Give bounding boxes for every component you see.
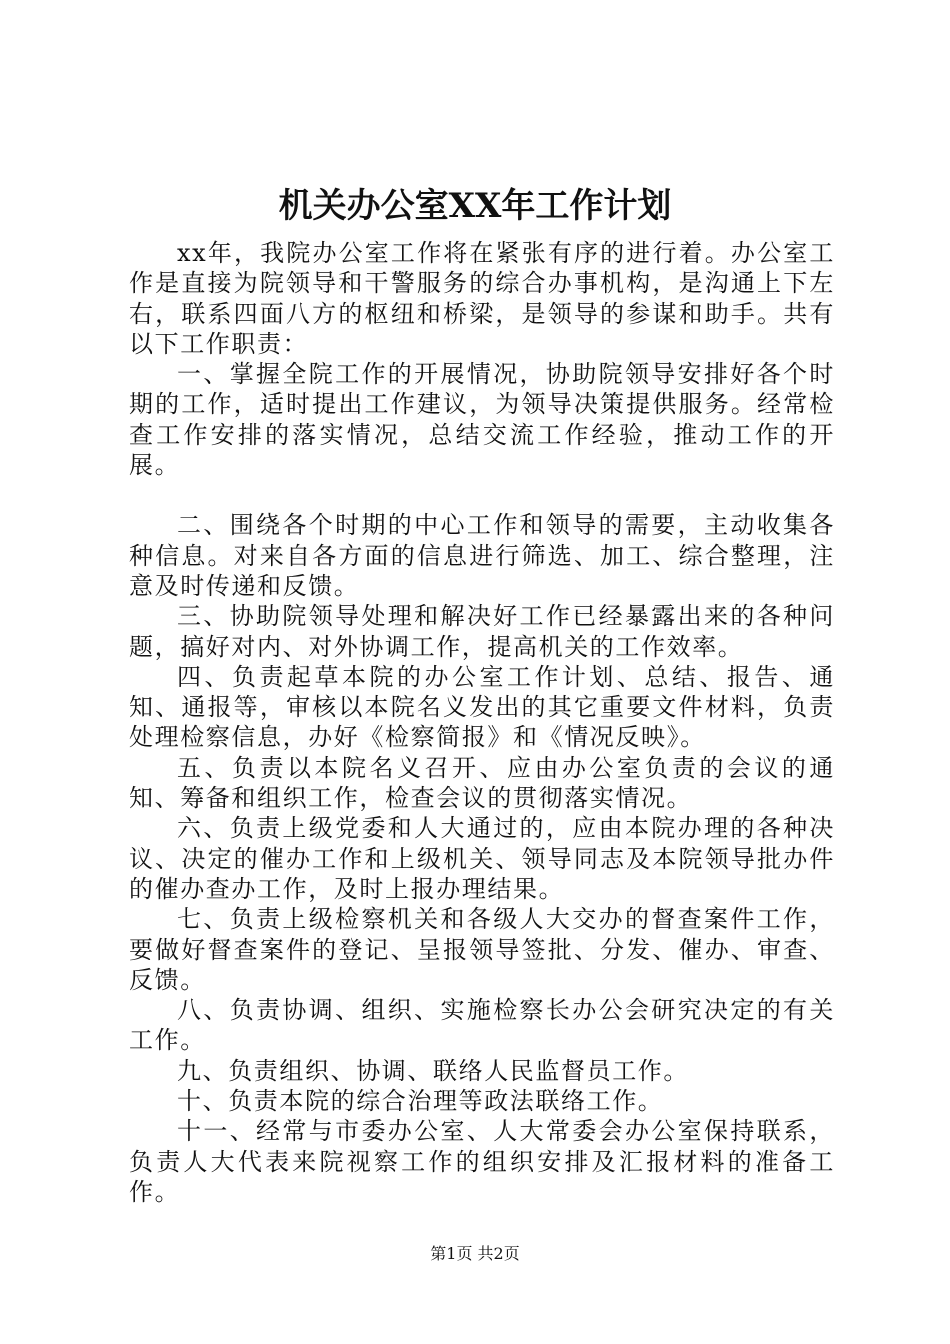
paragraph-duty-6: 六、负责上级党委和人大通过的，应由本院办理的各种决议、决定的催办工作和上级机关、领导同志及本院领导批办件的催办查办工作，及时上报办理结果。 xyxy=(129,814,835,903)
paragraph-duty-5: 五、负责以本院名义召开、应由办公室负责的会议的通知、筹备和组织工作，检查会议的贯彻落实情况。 xyxy=(129,753,835,813)
paragraph-duty-4: 四、负责起草本院的办公室工作计划、总结、报告、通知、通报等，审核以本院名义发出的其它重要文件材料，负责处理检察信息，办好《检察简报》和《情况反映》。 xyxy=(129,662,835,752)
paragraph-intro: xx年，我院办公室工作将在紧张有序的进行着。办公室工作是直接为院领导和干警服务的综合办事机构，是沟通上下左右，联系四面八方的枢纽和桥梁，是领导的参谋和助手。共有以下工作职责： xyxy=(129,239,835,358)
paragraph-duty-9: 九、负责组织、协调、联络人民监督员工作。 xyxy=(177,1056,689,1085)
paragraph-duty-1: 一、掌握全院工作的开展情况，协助院领导安排好各个时期的工作，适时提出工作建议，为领导决策提供服务。经常检查工作安排的落实情况，总结交流工作经验，推动工作的开展。 xyxy=(129,360,835,480)
paragraph-duty-3: 三、协助院领导处理和解决好工作已经暴露出来的各种问题，搞好对内、对外协调工作，提高机关的工作效率。 xyxy=(129,602,835,661)
page-number-footer: 第1页 共2页 xyxy=(430,1244,520,1263)
paragraph-duty-2: 二、围绕各个时期的中心工作和领导的需要，主动收集各种信息。对来自各方面的信息进行筛选、加工、综合整理，注意及时传递和反馈。 xyxy=(129,511,835,600)
document-body xyxy=(129,238,835,1207)
paragraph-duty-11: 十一、经常与市委办公室、人大常委会办公室保持联系，负责人大代表来院视察工作的组织安排及汇报材料的准备工作。 xyxy=(129,1117,835,1206)
paragraph-duty-7: 七、负责上级检察机关和各级人大交办的督查案件工作，要做好督查案件的登记、呈报领导签批、分发、催办、审查、反馈。 xyxy=(129,905,835,994)
paragraph-duty-8: 八、负责协调、组织、实施检察长办公会研究决定的有关工作。 xyxy=(129,996,835,1055)
document-title: 机关办公室XX年工作计划 xyxy=(278,186,672,226)
paragraph-duty-10: 十、负责本院的综合治理等政法联络工作。 xyxy=(177,1087,664,1116)
